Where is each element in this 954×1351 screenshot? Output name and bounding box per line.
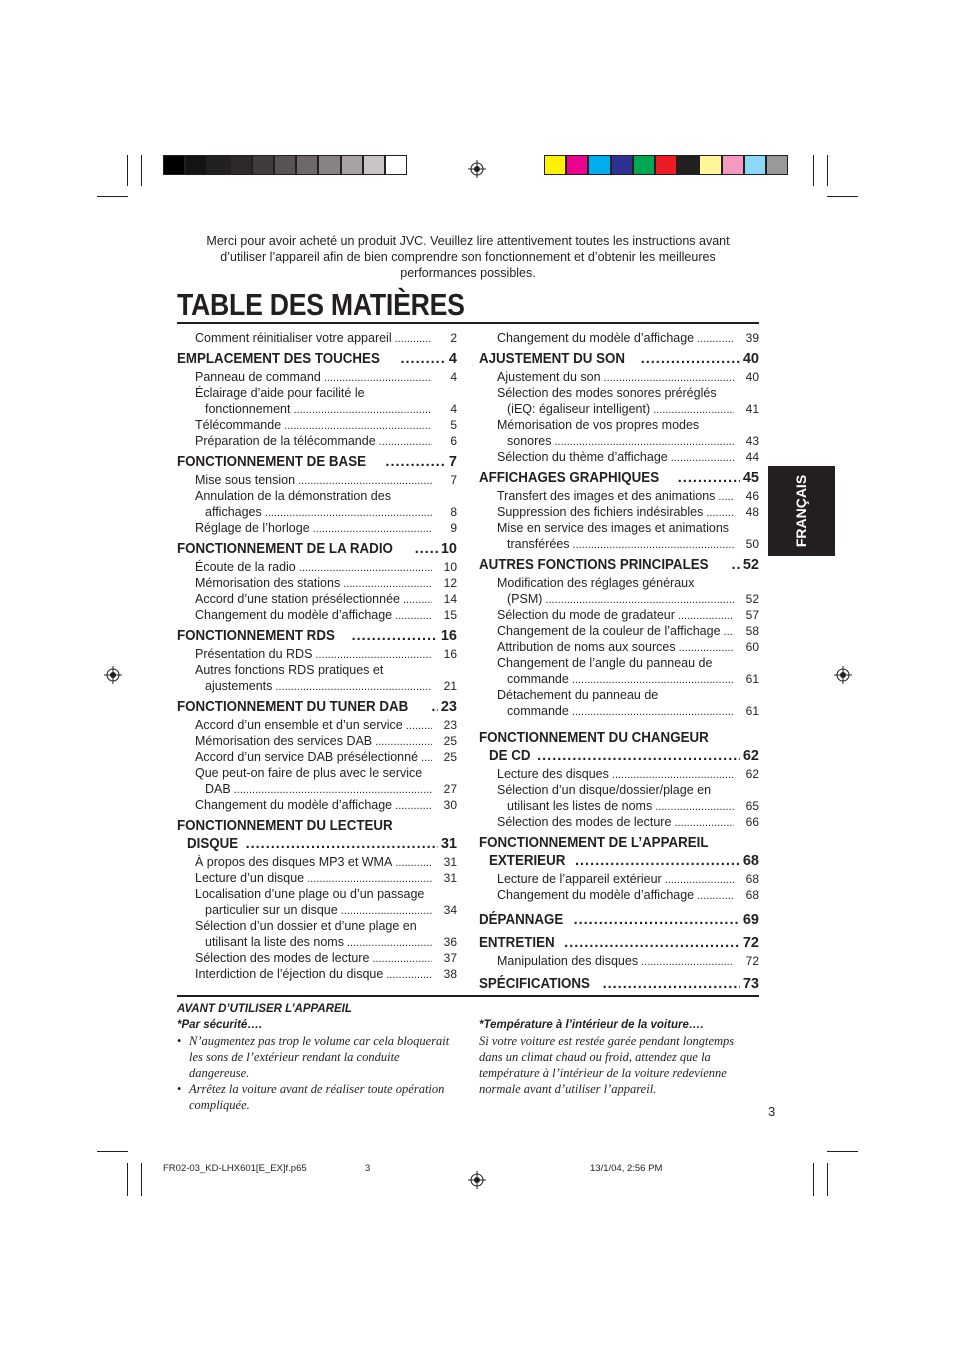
notes-rule	[177, 995, 759, 997]
color-swatch	[588, 155, 610, 175]
safety-notes: AVANT D’UTILISER L’APPAREIL *Par sécurité…. • N’augmentez pas trop le volume car cela bloquerait les sons de l’extérieur rendant la conduite dangereuse. • Arrêtez la voiture avant de réaliser toute opération compliquée.	[177, 1001, 457, 1113]
registration-mark-icon	[834, 666, 852, 684]
toc-entry[interactable]: ajustements ..... 21	[177, 678, 457, 694]
color-swatch	[185, 155, 207, 175]
toc-entry[interactable]: DAB ..... 27	[177, 781, 457, 797]
registration-mark-icon	[104, 666, 122, 684]
toc-entry[interactable]: particulier sur un disque ..... 34	[177, 902, 457, 918]
color-swatch	[633, 155, 655, 175]
toc-entry[interactable]: Ajustement du son ..... 40	[479, 369, 759, 385]
toc-section[interactable]: DISQUE ..... 31	[177, 835, 457, 854]
intro-text: Merci pour avoir acheté un produit JVC. Veuillez lire attentivement toutes les instructions avant d’utiliser l’appareil afin de bien comprendre son fonctionnement et d’obtenir les meilleures performances possibles.	[206, 234, 730, 280]
toc-entry[interactable]: commande ..... 61	[479, 671, 759, 687]
toc-section[interactable]: AFFICHAGES GRAPHIQUES ..... 45	[479, 469, 759, 488]
toc-section[interactable]: EMPLACEMENT DES TOUCHES ..... 4	[177, 350, 457, 369]
toc-entry[interactable]: Sélection des modes de lecture ..... 66	[479, 814, 759, 830]
toc-section[interactable]: DE CD ..... 62	[479, 747, 759, 766]
toc-section-line: FONCTIONNEMENT DU CHANGEUR	[479, 730, 709, 746]
color-swatch	[385, 155, 407, 175]
toc-section[interactable]: AJUSTEMENT DU SON ..... 40	[479, 350, 759, 369]
toc-entry[interactable]: Changement du modèle d’affichage ..... 30	[177, 797, 457, 813]
color-swatch	[566, 155, 588, 175]
temperature-notes: *Température à l’intérieur de la voiture…. Si votre voiture est restée garée pendant longtemps dans un climat chaud ou froid, attendez que la température à l’intérieur de la voiture redevienne normale avant d’utiliser l’appareil.	[479, 1019, 735, 1096]
toc-section[interactable]: FONCTIONNEMENT DU TUNER DAB ..... 23	[177, 698, 457, 717]
toc-entry-line: Sélection des modes sonores préréglés	[497, 386, 717, 400]
toc-entry[interactable]: Préparation de la télécommande ..... 6	[177, 433, 457, 449]
color-swatch	[722, 155, 744, 175]
registration-mark-icon	[468, 1171, 486, 1189]
toc-entry-line: Modification des réglages généraux	[497, 576, 695, 590]
page-title: TABLE DES MATIÈRES	[177, 287, 465, 322]
toc-section-line: FONCTIONNEMENT DU LECTEUR	[177, 818, 393, 834]
footer-date: 13/1/04, 2:56 PM	[590, 1163, 663, 1174]
toc-entry[interactable]: Changement du modèle d’affichage ..... 39	[479, 330, 759, 346]
toc-entry[interactable]: Mémorisation des stations ..... 12	[177, 575, 457, 591]
footer-file: FR02-03_KD-LHX601[E_EX]f.p65	[163, 1163, 307, 1174]
color-swatch	[611, 155, 633, 175]
toc-entry[interactable]: fonctionnement ..... 4	[177, 401, 457, 417]
toc-entry[interactable]: Transfert des images et des animations ..... 46	[479, 488, 759, 504]
toc-entry[interactable]: Présentation du RDS ..... 16	[177, 646, 457, 662]
toc-entry[interactable]: Changement du modèle d’affichage ..... 68	[479, 887, 759, 903]
toc-entry[interactable]: utilisant la liste des noms ..... 36	[177, 934, 457, 950]
toc-entry[interactable]: Interdiction de l’éjection du disque ..... 38	[177, 966, 457, 982]
registration-mark-icon	[468, 160, 486, 178]
toc-left-column	[177, 330, 457, 982]
color-swatch	[163, 155, 185, 175]
toc-section[interactable]: SPÉCIFICATIONS ..... 73	[479, 975, 759, 994]
toc-entry[interactable]: Accord d’un ensemble et d’un service ..... 23	[177, 717, 457, 733]
toc-entry[interactable]: Panneau de command ..... 4	[177, 369, 457, 385]
toc-section[interactable]: FONCTIONNEMENT RDS ..... 16	[177, 627, 457, 646]
color-swatch	[677, 155, 699, 175]
toc-entry-line: Localisation d’une plage ou d’un passage	[195, 887, 425, 901]
toc-entry[interactable]: transférées ..... 50	[479, 536, 759, 552]
toc-entry-line: Éclairage d’aide pour facilité le	[195, 386, 365, 400]
title-rule	[177, 322, 759, 324]
language-tab: FRANÇAIS	[768, 466, 835, 556]
toc-section[interactable]: ENTRETIEN ..... 72	[479, 934, 759, 953]
toc-entry[interactable]: (PSM) ..... 52	[479, 591, 759, 607]
toc-entry[interactable]: commande ..... 61	[479, 703, 759, 719]
color-swatch	[766, 155, 788, 175]
color-swatch	[274, 155, 296, 175]
toc-entry[interactable]: utilisant les listes de noms ..... 65	[479, 798, 759, 814]
toc-entry[interactable]: Mémorisation des services DAB ..... 25	[177, 733, 457, 749]
toc-entry-line: Que peut-on faire de plus avec le service	[195, 766, 423, 780]
toc-section[interactable]: FONCTIONNEMENT DE BASE ..... 7	[177, 453, 457, 472]
toc-entry[interactable]: Mise sous tension ..... 7	[177, 472, 457, 488]
toc-section[interactable]: FONCTIONNEMENT DE LA RADIO ..... 10	[177, 540, 457, 559]
toc-right-column	[479, 330, 759, 994]
toc-entry[interactable]: Sélection des modes de lecture ..... 37	[177, 950, 457, 966]
toc-entry[interactable]: Comment réinitialiser votre appareil ..... 2	[177, 330, 457, 346]
toc-section[interactable]: EXTERIEUR ..... 68	[479, 852, 759, 871]
toc-entry[interactable]: Attribution de noms aux sources ..... 60	[479, 639, 759, 655]
color-swatch	[544, 155, 566, 175]
toc-entry[interactable]: À propos des disques MP3 et WMA ..... 31	[177, 854, 457, 870]
toc-entry-line: Mémorisation de vos propres modes	[497, 418, 700, 432]
toc-entry[interactable]: Lecture de l’appareil extérieur ..... 68	[479, 871, 759, 887]
color-swatch	[296, 155, 318, 175]
toc-entry-line: Annulation de la démonstration des	[195, 489, 391, 503]
toc-entry[interactable]: Écoute de la radio ..... 10	[177, 559, 457, 575]
toc-entry-line: Changement de l’angle du panneau de	[497, 656, 713, 670]
toc-entry[interactable]: Sélection du thème d’affichage ..... 44	[479, 449, 759, 465]
toc-section[interactable]: DÉPANNAGE ..... 69	[479, 911, 759, 930]
toc-entry[interactable]: sonores ..... 43	[479, 433, 759, 449]
page-number: 3	[768, 1104, 776, 1119]
toc-entry[interactable]: Changement de la couleur de l’affichage ..... 58	[479, 623, 759, 639]
toc-entry[interactable]: Lecture d’un disque ..... 31	[177, 870, 457, 886]
color-swatch	[744, 155, 766, 175]
color-swatch	[318, 155, 340, 175]
toc-entry[interactable]: Accord d’une station présélectionnée ..... 14	[177, 591, 457, 607]
color-swatch	[655, 155, 677, 175]
toc-entry[interactable]: Suppression des fichiers indésirables ..... 48	[479, 504, 759, 520]
color-swatch	[252, 155, 274, 175]
toc-entry-line: Détachement du panneau de	[497, 688, 659, 702]
toc-entry[interactable]: affichages ..... 8	[177, 504, 457, 520]
toc-entry[interactable]: Réglage de l’horloge ..... 9	[177, 520, 457, 536]
toc-entry-line: Mise en service des images et animations	[497, 521, 730, 535]
toc-entry-line: Sélection d’un disque/dossier/plage en	[497, 783, 712, 797]
color-swatch	[363, 155, 385, 175]
footer-page: 3	[365, 1163, 371, 1174]
toc-entry[interactable]: Manipulation des disques ..... 72	[479, 953, 759, 969]
color-swatch	[699, 155, 721, 175]
color-swatch	[207, 155, 229, 175]
toc-entry[interactable]: Télécommande ..... 5	[177, 417, 457, 433]
toc-entry-line: Sélection d’un dossier et d’une plage en	[195, 919, 417, 933]
color-swatch	[341, 155, 363, 175]
toc-entry[interactable]: Sélection du mode de gradateur ..... 57	[479, 607, 759, 623]
color-swatch	[230, 155, 252, 175]
toc-entry[interactable]: (iEQ: égaliseur intelligent) ..... 41	[479, 401, 759, 417]
toc-section[interactable]: AUTRES FONCTIONS PRINCIPALES ..... 52	[479, 556, 759, 575]
toc-entry[interactable]: Changement du modèle d’affichage ..... 15	[177, 607, 457, 623]
toc-entry[interactable]: Accord d’un service DAB présélectionné ..... 25	[177, 749, 457, 765]
toc-entry[interactable]: Lecture des disques ..... 62	[479, 766, 759, 782]
toc-entry-line: Autres fonctions RDS pratiques et	[195, 663, 384, 677]
toc-section-line: FONCTIONNEMENT DE L’APPAREIL	[479, 835, 709, 851]
